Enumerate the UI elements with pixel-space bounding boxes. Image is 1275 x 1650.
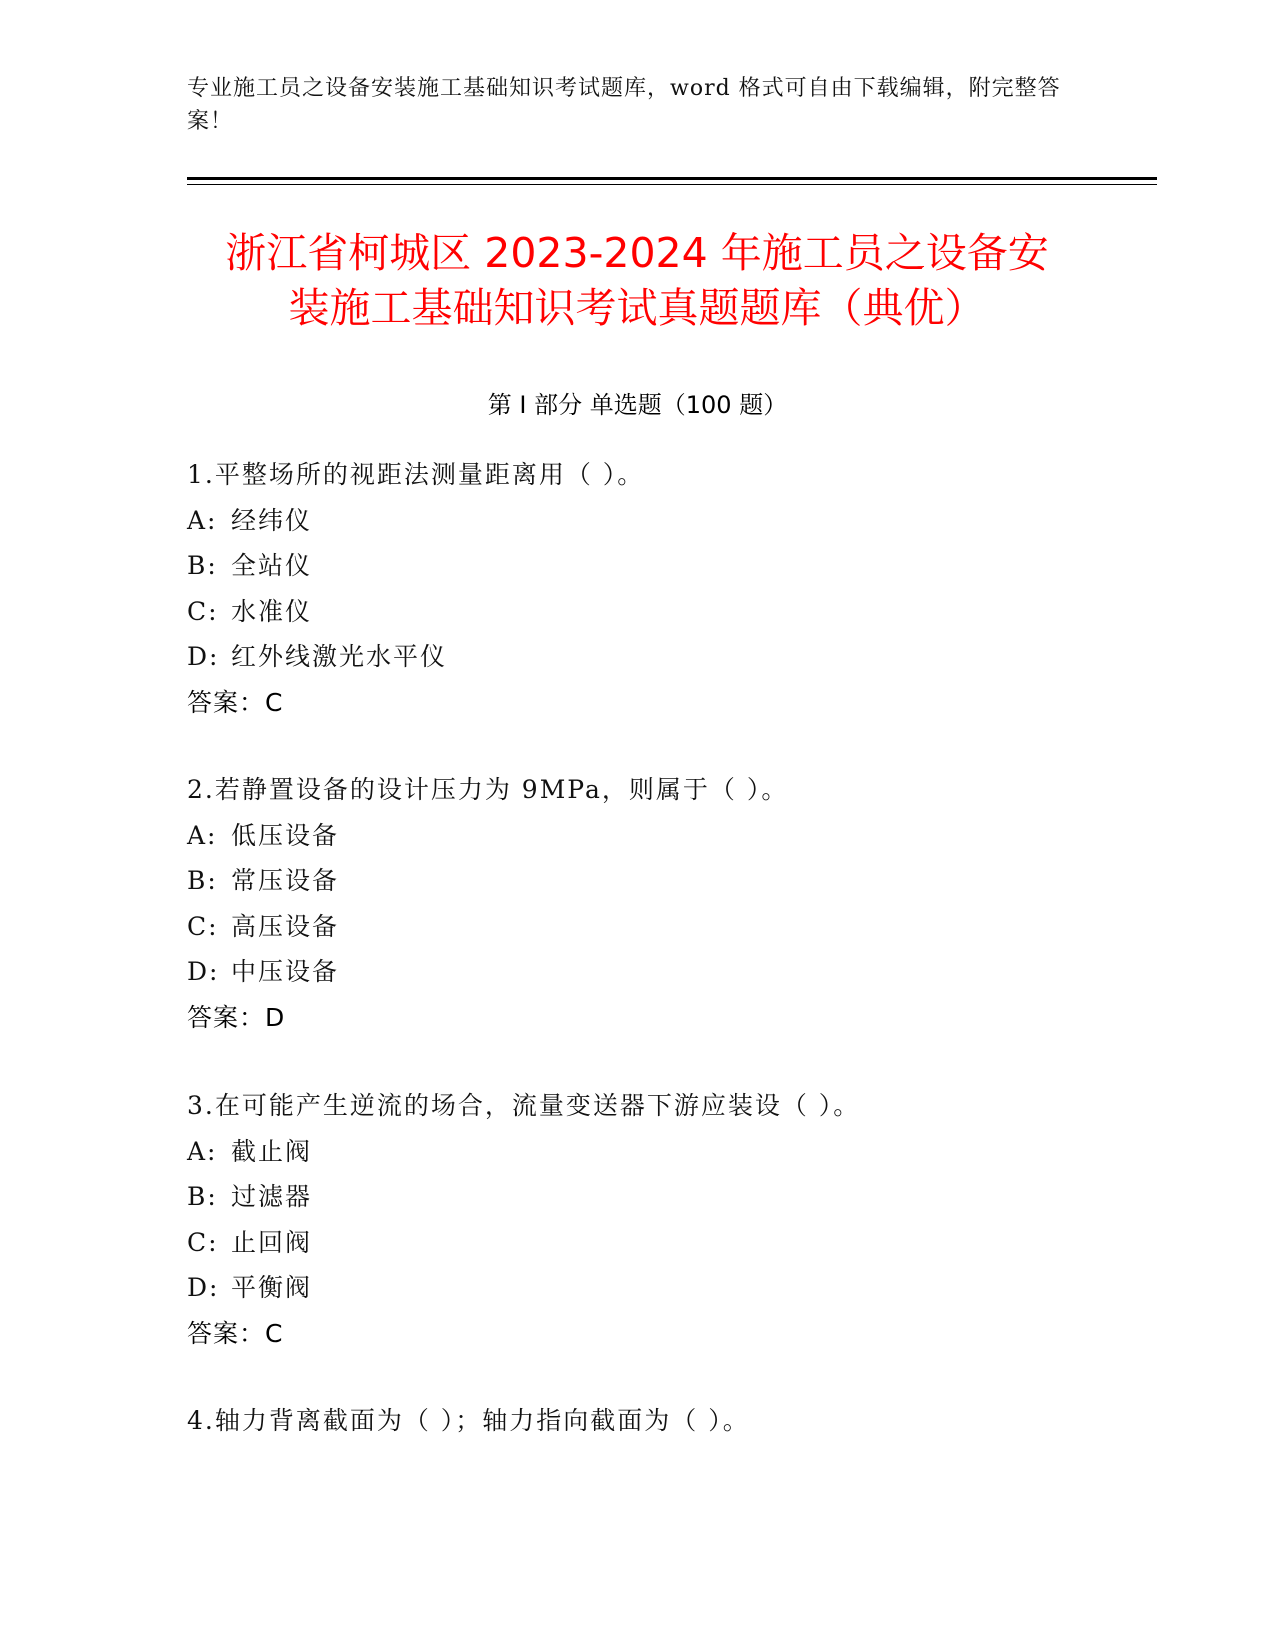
option-a [187, 1129, 1147, 1175]
option-text: 红外线激光水平仪 [231, 642, 448, 671]
option-text: 止回阀 [231, 1227, 313, 1257]
option-text: 经纬仪 [231, 505, 313, 535]
option-b [187, 543, 1147, 589]
answer-line: 答案：C [187, 1318, 284, 1348]
option-a [187, 813, 1147, 859]
document-title-line-2: 装施工基础知识考试真题题库（典优） [288, 284, 986, 332]
answer-line: 答案：D [187, 1002, 286, 1032]
question-stem: 3.在可能产生逆流的场合，流量变送器下游应装设（ ）。 [187, 1091, 861, 1120]
option-a [187, 498, 1147, 544]
option-d [187, 949, 1147, 995]
option-c [187, 1220, 1147, 1266]
question-stem: 4.轴力背离截面为（ ）；轴力指向截面为（ ）。 [187, 1406, 750, 1435]
document-title-line-1: 浙江省柯城区 2023-2024 年施工员之设备安 [225, 229, 1049, 277]
option-text: 水准仪 [231, 596, 313, 626]
option-text: 中压设备 [231, 957, 340, 986]
option-b [187, 858, 1147, 904]
option-text: 平衡阀 [231, 1273, 313, 1302]
option-c [187, 589, 1147, 635]
option-d [187, 1265, 1147, 1311]
option-letter: B: [187, 1182, 218, 1211]
option-letter: C: [187, 911, 219, 941]
question-3 [187, 1083, 1147, 1356]
option-c [187, 904, 1147, 950]
option-text: 过滤器 [231, 1182, 313, 1211]
question-2 [187, 767, 1147, 1040]
option-letter: C: [187, 1227, 219, 1257]
option-letter: C: [187, 596, 219, 626]
option-b [187, 1174, 1147, 1220]
header-note: 专业施工员之设备安装施工基础知识考试题库，word 格式可自由下载编辑，附完整答案！ [187, 76, 1061, 134]
header-divider-thin [187, 184, 1157, 185]
option-letter: D: [187, 642, 220, 671]
option-letter: A: [187, 820, 218, 850]
section-heading: 第 I 部分 单选题（100 题） [487, 391, 788, 419]
option-text: 全站仪 [231, 551, 313, 580]
option-letter: D: [187, 957, 220, 986]
option-d [187, 634, 1147, 680]
option-letter: B: [187, 866, 218, 895]
option-letter: A: [187, 1136, 218, 1166]
option-letter: B: [187, 551, 218, 580]
document-title [187, 226, 1087, 336]
option-text: 常压设备 [231, 866, 340, 895]
option-text: 截止阀 [231, 1136, 313, 1166]
question-4 [187, 1398, 1147, 1444]
option-letter: D: [187, 1273, 220, 1302]
option-text: 低压设备 [231, 820, 340, 850]
question-1 [187, 452, 1147, 725]
option-text: 高压设备 [231, 911, 340, 941]
question-stem: 1.平整场所的视距法测量距离用（ ）。 [187, 460, 645, 489]
answer-line: 答案：C [187, 687, 284, 717]
question-stem: 2.若静置设备的设计压力为 9MPa，则属于（ ）。 [187, 775, 789, 804]
option-letter: A: [187, 505, 218, 535]
header-divider-thick [187, 177, 1157, 180]
